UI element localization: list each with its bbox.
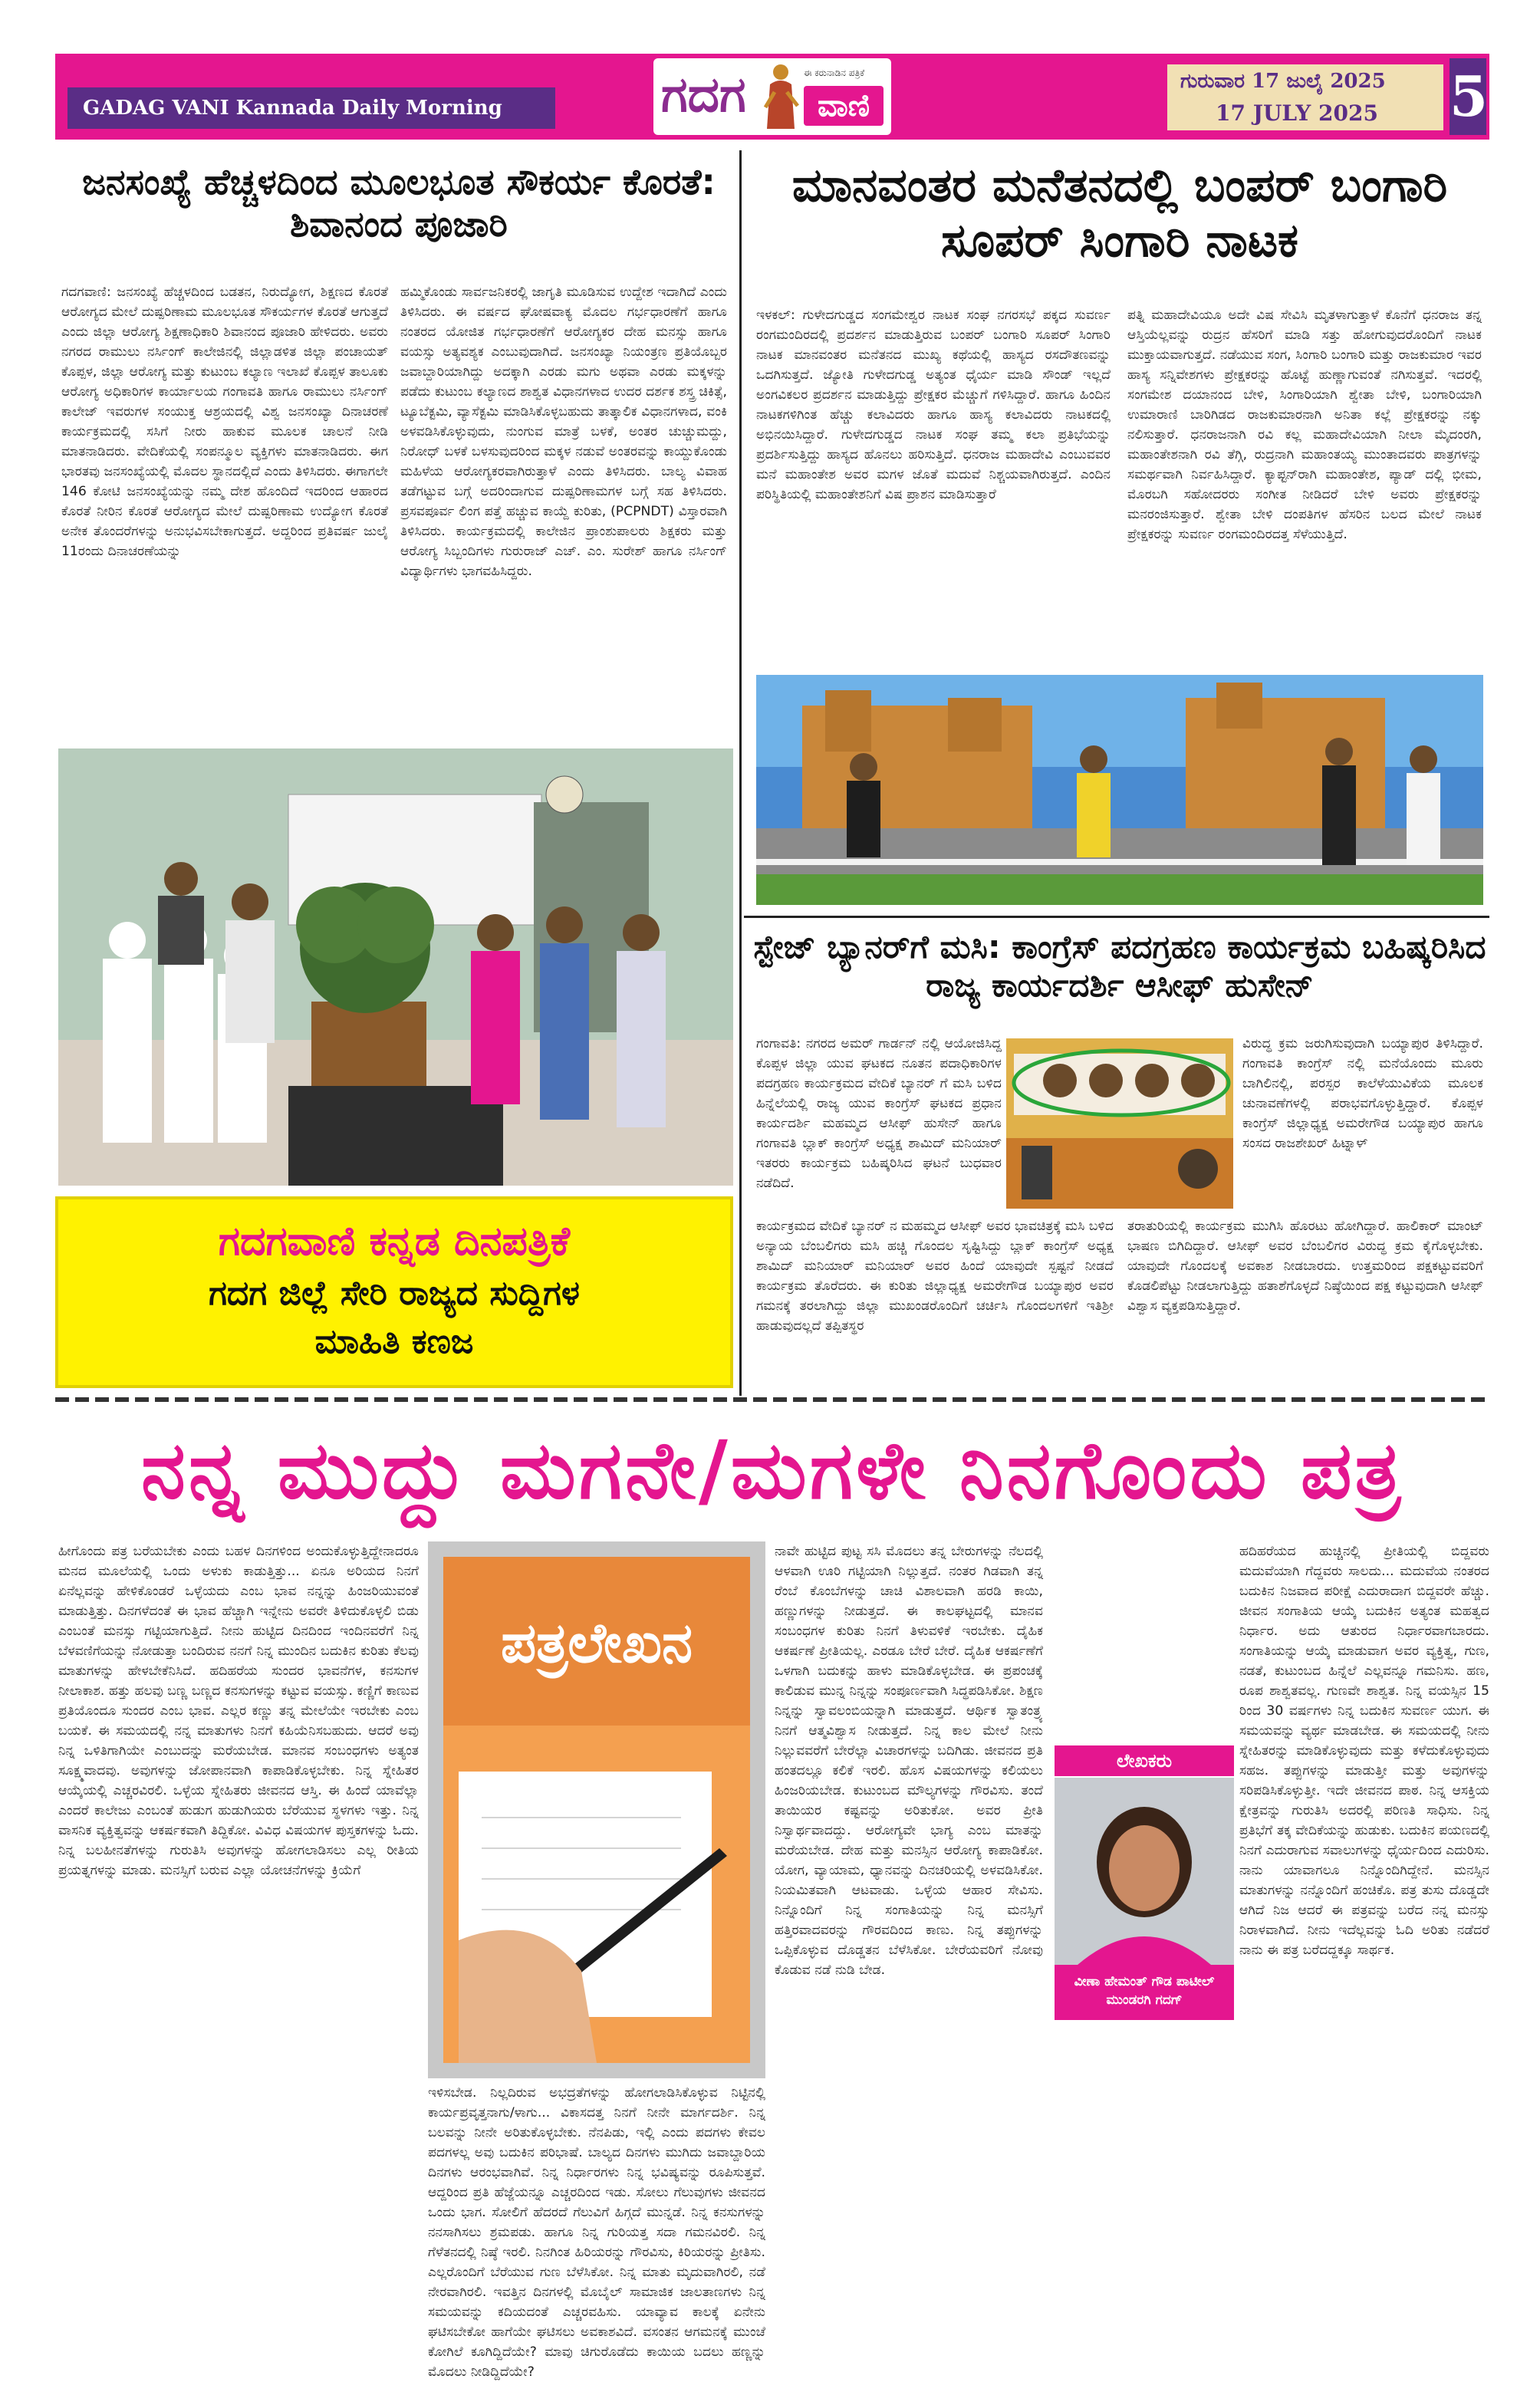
story1-photo [58, 748, 733, 1186]
promo-line2: ಗದಗ ಜಿಲ್ಲೆ ಸೇರಿ ರಾಜ್ಯದ ಸುದ್ದಿಗಳ [209, 1274, 580, 1313]
story3-column4: ತರಾತುರಿಯಲ್ಲಿ ಕಾರ್ಯಕ್ರಮ ಮುಗಿಸಿ ಹೊರಟು ಹೋಗಿದ್ದಾರೆ. ಹಾಲಿಕಾರ್ ಮಾಂಟ್ ಭಾಷಣ ಬಿಗಿದಿದ್ದಾರೆ. ಆಸೀಫ್ ಅವರ ಬೆಂಬಲಿಗರ ವಿರುದ್ಧ ಕ್ರಮ ಕೈಗೊಳ್ಳಬೇಕು. ಯಾವುದೇ ಗೊಂದಲಕ್ಕೆ ಅವಕಾಶ ನೀಡಬಾರದು. ಉತ್ತಮರಿಂದ ಪಕ್ಷಕಟ್ಟುವವರಿಗೆ ಕೊಡಲಿಪೆಟ್ಟು ನೀಡಲಾಗುತ್ತಿದ್ದು ಹತಾಶೆಗೊಳ್ಳದೆ ನಿಷ್ಠೆಯಿಂದ ಪಕ್ಷ ಕಟ್ಟುವುದಾಗಿ ಆಸೀಫ್ ವಿಶ್ವಾಸ ವ್ಯಕ್ತಪಡಿಸುತ್ತಿದ್ದಾರೆ. [1127, 1219, 1483, 1314]
book-title: ಪತ್ರಲೇಖನ [500, 1610, 693, 1675]
logo-figure-icon [759, 61, 802, 132]
author-name: ವೀಣಾ ಹೇಮಂತ್ ಗೌಡ ಪಾಟೀಲ್ ಮುಂಡರಗಿ ಗದಗ್ [1055, 1965, 1234, 2020]
story2-column2: ಪತ್ನಿ ಮಹಾದೇವಿಯೂ ಅದೇ ವಿಷ ಸೇವಿಸಿ ಮೃತಳಾಗುತ್ತಾಳೆ ಕೊನೆಗೆ ಧನರಾಜ ತನ್ನ ಆಸ್ತಿಯೆಲ್ಲವನ್ನು ರುದ್ರನ ಹೆಸರಿಗೆ ಮಾಡಿ ಸತ್ತು ಹೋಗುವುದರೊಂದಿಗೆ ನಾಟಕ ಮುಕ್ತಾಯವಾಗುತ್ತದೆ. ನಡೆಯುವ ಸಂಗ, ಸಿಂಗಾರಿ ಬಂಗಾರಿ ಮತ್ತು ರಾಜಕುಮಾರ ಇವರ ಹಾಸ್ಯ ಸನ್ನಿವೇಶಗಳು ಪ್ರೇಕ್ಷಕರನ್ನು ಹೊಟ್ಟೆ ಹುಣ್ಣಾಗುವಂತೆ ನಗಿಸುತ್ತವೆ. ಇದರಲ್ಲಿ ಸಂಗಮೇಶ ದಯಾನಂದ ಬೇಳಿ, ಸಿಂಗಾರಿಯಾಗಿ ಶ್ವೇತಾ ಬೇಳಿ, ಬಂಗಾರಿಯಾಗಿ ಉಮಾರಾಣಿ ಬಾರಿಗಿಡದ ರಾಜಕುಮಾರನಾಗಿ ಅನಿತಾ ಕಲ್ಲೆ ಪ್ರೇಕ್ಷಕರನ್ನು ನಕ್ಕು ನಲಿಸುತ್ತಾರೆ. ಧನರಾಜನಾಗಿ ರವಿ ಕಲ್ಲ ಮಹಾದೇವಿಯಾಗಿ ನೀಲಾ ಮೈದಂರಗಿ, ಮಹಾಂತೇಶನಾಗಿ ರವಿ ತೆಗ್ಗಿ, ರುದ್ರನಾಗಿ ಮಹಾಂತಯ್ಯ ಮುಂತಾದವರು ಪಾತ್ರಗಳನ್ನು ಸಮರ್ಥವಾಗಿ ನಿರ್ವಹಿಸಿದ್ದಾರೆ. ಕ್ಯಾಪ್ಟನ್‌ರಾಗಿ ಮಹಾಂತೇಶ, ಪ್ಯಾಡ್ ದಲ್ಲಿ ಭೀಮ, ಮೊರಬಗಿ ಸಹೋದರರು ಸಂಗೀತ ನೀಡಿದರೆ ಬೇಳಿ ಅವರು ಪ್ರೇಕ್ಷಕರನ್ನು ಮನರಂಜಿಸುತ್ತಾರೆ. ಶ್ವೇತಾ ಬೇಳಿ ದಂಪತಿಗಳ ಹೆಸರಿನ ಬಲದ ಮೇಲೆ ನಾಟಕ ಪ್ರೇಕ್ಷಕರನ್ನು ಸುವರ್ಣ ರಂಗಮಂದಿರದತ್ತ ಸೆಳೆಯುತ್ತಿದೆ. [1127, 308, 1482, 542]
story2-headline: ಮಾನವಂತರ ಮನೆತನದಲ್ಲಿ ಬಂಪರ್ ಬಂಗಾರಿ ಸೂಪರ್ ಸಿಂಗಾರಿ ನಾಟಕ [791, 159, 1448, 268]
feature-column1: ಹೀಗೊಂದು ಪತ್ರ ಬರೆಯಬೇಕು ಎಂದು ಬಹಳ ದಿನಗಳಿಂದ ಅಂದುಕೊಳ್ಳುತ್ತಿದ್ದೇನಾದರೂ ಮನದ ಮೂಲೆಯಲ್ಲಿ ಒಂದು ಅಳುಕು ಕಾಡುತ್ತಿತ್ತು... ಏನೂ ಅರಿಯದ ನಿನಗೆ ಏನೆಲ್ಲವನ್ನು ಹೇಳಿಕೊಂಡರೆ ಒಳ್ಳೆಯದು ಎಂಬ ಭಾವ ನನ್ನನ್ನು ಹಿಂಜರಿಯುವಂತೆ ಮಾಡುತ್ತಿತ್ತು. ದಿನಗಳೆದಂತೆ ಈ ಭಾವ ಹೆಚ್ಚಾಗಿ ಇನ್ನೇನು ಅವರೇ ತಿಳಿದುಕೊಳ್ಳಲಿ ಬಿಡು ಎಂಬಂತೆ ಮನಸ್ಸು ಗಟ್ಟಿಯಾಗುತ್ತಿದೆ. ನೀನು ಹುಟ್ಟಿದ ದಿನದಿಂದ ಇಂದಿನವರೆಗೆ ನಿನ್ನ ಬೆಳವಣಿಗೆಯನ್ನು ನೋಡುತ್ತಾ ಬಂದಿರುವ ನನಗೆ ನಿನ್ನ ಮುಂದಿನ ಬದುಕಿನ ಕುರಿತು ಕೆಲವು ಮಾತುಗಳನ್ನು ಹೇಳಬೇಕೆನಿಸಿದೆ. ಹದಿಹರೆಯ ಸುಂದರ ಭಾವನೆಗಳ, ಕನಸುಗಳ ನೀಲಾಕಾಶ. ಹತ್ತು ಹಲವು ಬಣ್ಣ ಬಣ್ಣದ ಕನಸುಗಳನ್ನು ಕಟ್ಟುವ ವಯಸ್ಸು. ಕಣ್ಣಿಗೆ ಕಾಣುವ ಪ್ರತಿಯೊಂದೂ ಸುಂದರ ಎಂಬ ಭಾವ. ಎಲ್ಲರ ಕಣ್ಣು ತನ್ನ ಮೇಲೆಯೇ ಇರಬೇಕು ಎಂಬ ಬಯಕೆ. ಈ ಸಮಯದಲ್ಲಿ ನನ್ನ ಮಾತುಗಳು ನಿನಗೆ ಕಹಿಯೆನಿಸಬಹುದು. ಆದರೆ ಅವು ನಿನ್ನ ಒಳಿತಿಗಾಗಿಯೇ ಎಂಬುದನ್ನು ಮರೆಯಬೇಡ. ಮಾನವ ಸಂಬಂಧಗಳು ಅತ್ಯಂತ ಸೂಕ್ಷ್ಮವಾದವು. ಅವುಗಳನ್ನು ಜೋಪಾನವಾಗಿ ಕಾಪಾಡಿಕೊಳ್ಳಬೇಕು. ನಿನ್ನ ಸ್ನೇಹಿತರ ಆಯ್ಕೆಯಲ್ಲಿ ಎಚ್ಚರವಿರಲಿ. ಒಳ್ಳೆಯ ಸ್ನೇಹಿತರು ಜೀವನದ ಆಸ್ತಿ. ಈ ಹಿಂದೆ ಯಾವೆಲ್ಲಾ ಎಂದರೆ ಕಾಲೇಜು ಎಂಬಂತೆ ಹುಡುಗ ಹುಡುಗಿಯರು ಬೆರೆಯುವ ಸ್ಥಳಗಳು ಇತ್ತು. ನಿನ್ನ ವಾಸನಿಕ ವ್ಯಕ್ತಿತ್ವವನ್ನು ಆಕರ್ಷಕವಾಗಿ ತಿದ್ದಿಕೋ. ವಿವಿಧ ವಿಷಯಗಳ ಪುಸ್ತಕಗಳನ್ನು ಓದು. ನಿನ್ನ ಬಲಹೀನತೆಗಳನ್ನು ಗುರುತಿಸಿ ಅವುಗಳನ್ನು ಹೋಗಲಾಡಿಸಲು ಎಲ್ಲ ರೀತಿಯ ಪ್ರಯತ್ನಗಳನ್ನು ಮಾಡು. ಮನಸ್ಸಿಗೆ ಬರುವ ಎಲ್ಲಾ ಯೋಚನೆಗಳನ್ನು ಕ್ರಿಯೆಗೆ [58, 1544, 419, 1878]
author-photo [1055, 1778, 1234, 1965]
page-number: 5 [1450, 58, 1486, 135]
masthead [55, 54, 1489, 140]
story1-column2: ಹಮ್ಮಿಕೊಂಡು ಸಾರ್ವಜನಿಕರಲ್ಲಿ ಜಾಗೃತಿ ಮೂಡಿಸುವ ಉದ್ದೇಶ ಇದಾಗಿದೆ ಎಂದು ತಿಳಿಸಿದರು. ಈ ವರ್ಷದ ಘೋಷವಾಕ್ಯ ಮೊದಲ ಗರ್ಭಧಾರಣೆಗೆ ಹಾಗೂ ನಂತರದ ಯೋಜಿತ ಗರ್ಭಧಾರಣೆಗೆ ಆರೋಗ್ಯಕರ ದೇಹ ಮನಸ್ಸು ಹಾಗೂ ವಯಸ್ಸು ಅತ್ಯವಶ್ಯಕ ಎಂಬುವುದಾಗಿದೆ. ಜನಸಂಖ್ಯಾ ನಿಯಂತ್ರಣ ಪ್ರತಿಯೊಬ್ಬರ ಜವಾಬ್ದಾರಿಯಾಗಿದ್ದು ಅದಕ್ಕಾಗಿ ಎರಡು ಮಗು ಅಥವಾ ಎರಡು ಮಕ್ಕಳನ್ನು ಪಡೆದು ಕುಟುಂಬ ಕಲ್ಯಾಣದ ಶಾಶ್ವತ ವಿಧಾನಗಳಾದ ಉದರ ದರ್ಶಕ ಶಸ್ತ್ರ ಚಿಕಿತ್ಸೆ, ಟ್ಯೂಬೆಕ್ಟಮಿ, ವ್ಯಾಸೆಕ್ಟಮಿ ಮಾಡಿಸಿಕೊಳ್ಳಬಹುದು ತಾತ್ಕಾಲಿಕ ವಿಧಾನಗಳಾದ, ವಂಕಿ ಅಳವಡಿಸಿಕೊಳ್ಳುವುದು, ನುಂಗುವ ಮಾತ್ರೆ ಬಳಕೆ, ಅಂತರ ಚುಚ್ಚುಮದ್ದು, ನಿರೋಧ್ ಬಳಕೆ ಬಳಸುವುದರಿಂದ ಮಕ್ಕಳ ನಡುವೆ ಅಂತರವನ್ನು ಕಾಯ್ದುಕೊಂಡು ಮಹಿಳೆಯ ಆರೋಗ್ಯಕರವಾಗಿರುತ್ತಾಳೆ ಎಂದು ತಿಳಿಸಿದರು. ಬಾಲ್ಯ ವಿವಾಹ ತಡೆಗಟ್ಟುವ ಬಗ್ಗೆ ಅದರಿಂದಾಗುವ ದುಷ್ಪರಿಣಾಮಗಳ ಬಗ್ಗೆ ಸಹ ತಿಳಿಸಿದರು. ಪ್ರಸವಪೂರ್ವ ಲಿಂಗ ಪತ್ತೆ ಹಚ್ಚುವ ಕಾಯ್ದೆ ಕುರಿತು, (PCPNDT) ವಿಸ್ತಾರವಾಗಿ ತಿಳಿಸಿದರು. ಕಾರ್ಯಕ್ರಮದಲ್ಲಿ ಕಾಲೇಜಿನ ಪ್ರಾಂಶುಪಾಲರು ಶಿಕ್ಷಕರು ಮತ್ತು ಆರೋಗ್ಯ ಸಿಬ್ಬಂದಿಗಳು ಗುರುರಾಜ್ ಎಚ್. ಎಂ. ಸುರೇಶ್ ಹಾಗೂ ನರ್ಸಿಂಗ್ ವಿದ್ಯಾರ್ಥಿಗಳು ಭಾಗವಹಿಸಿದ್ದರು. [400, 285, 727, 579]
logo-part2: ವಾಣಿ [804, 86, 884, 126]
date-english: 17 JULY 2025 [1216, 100, 1378, 126]
masthead-title: GADAG VANI Kannada Daily Morning [67, 87, 555, 129]
issue-date [1167, 64, 1443, 130]
date-kannada: ಗುರುವಾರ 17 ಜುಲೈ 2025 [1180, 70, 1386, 93]
feature-column2: ಇಳಿಸಬೇಡ. ನಿಲ್ಲದಿರುವ ಅಭದ್ರತೆಗಳನ್ನು ಹೋಗಲಾಡಿಸಿಕೊಳ್ಳುವ ನಿಟ್ಟಿನಲ್ಲಿ ಕಾರ್ಯಪ್ರವೃತ್ತನಾಗು/ಳಾಗು... ವಿಕಾಸದತ್ತ ನಿನಗೆ ನೀನೇ ಮಾರ್ಗದರ್ಶಿ. ನಿನ್ನ ಬಲವನ್ನು ನೀನೇ ಅರಿತುಕೊಳ್ಳಬೇಕು. ನೆನಪಿಡು, ಇಲ್ಲಿ ಎಂದು ಪದಗಳು ಕೇವಲ ಪದಗಳಲ್ಲ ಅವು ಬದುಕಿನ ಪರಿಭಾಷೆ. ಬಾಲ್ಯದ ದಿನಗಳು ಮುಗಿದು ಜವಾಬ್ದಾರಿಯ ದಿನಗಳು ಆರಂಭವಾಗಿವೆ. ನಿನ್ನ ನಿರ್ಧಾರಗಳು ನಿನ್ನ ಭವಿಷ್ಯವನ್ನು ರೂಪಿಸುತ್ತವೆ. ಆದ್ದರಿಂದ ಪ್ರತಿ ಹೆಜ್ಜೆಯನ್ನೂ ಎಚ್ಚರದಿಂದ ಇಡು. ಸೋಲು ಗೆಲುವುಗಳು ಜೀವನದ ಒಂದು ಭಾಗ. ಸೋಲಿಗೆ ಹೆದರದೆ ಗೆಲುವಿಗೆ ಹಿಗ್ಗದೆ ಮುನ್ನಡೆ. ನಿನ್ನ ಕನಸುಗಳನ್ನು ನನಸಾಗಿಸಲು ಶ್ರಮಪಡು. ಹಾಗೂ ನಿನ್ನ ಗುರಿಯತ್ತ ಸದಾ ಗಮನವಿರಲಿ. ನಿನ್ನ ಗೆಳೆತನದಲ್ಲಿ ನಿಷ್ಠೆ ಇರಲಿ. ನಿನಗಿಂತ ಹಿರಿಯರನ್ನು ಗೌರವಿಸು, ಕಿರಿಯರನ್ನು ಪ್ರೀತಿಸು. ಎಲ್ಲರೊಂದಿಗೆ ಬೆರೆಯುವ ಗುಣ ಬೆಳೆಸಿಕೋ. ನಿನ್ನ ಮಾತು ಮೃದುವಾಗಿರಲಿ, ನಡೆ ನೇರವಾಗಿರಲಿ. ಇವತ್ತಿನ ದಿನಗಳಲ್ಲಿ ಮೊಬೈಲ್ ಸಾಮಾಜಿಕ ಜಾಲತಾಣಗಳು ನಿನ್ನ ಸಮಯವನ್ನು ಕದಿಯದಂತೆ ಎಚ್ಚರವಹಿಸು. ಯಾವ್ಯಾವ ಕಾಲಕ್ಕೆ ಏನೇನು ಘಟಿಸಬೇಕೋ ಹಾಗೆಯೇ ಘಟಿಸಲು ಅವಕಾಶವಿದೆ. ವಸಂತನ ಆಗಮನಕ್ಕೆ ಮುಂಚೆ ಕೋಗಿಲೆ ಕೂಗಿದ್ದಿದೆಯೇ? ಮಾವು ಚಿಗುರೊಡೆದು ಕಾಯಿಯ ಬದಲು ಹಣ್ಣನ್ನು ಮೊದಲು ನೀಡಿದ್ದಿದೆಯೇ? [428, 2085, 765, 2380]
story2-photo [756, 675, 1483, 905]
promo-line1: ಗದಗವಾಣಿ ಕನ್ನಡ ದಿನಪತ್ರಿಕೆ [218, 1219, 571, 1265]
promo-box [55, 1196, 733, 1388]
feature-column3: ನಾವೇ ಹುಟ್ಟಿದ ಪುಟ್ಟ ಸಸಿ ಮೊದಲು ತನ್ನ ಬೇರುಗಳನ್ನು ನೆಲದಲ್ಲಿ ಆಳವಾಗಿ ಊರಿ ಗಟ್ಟಿಯಾಗಿ ನಿಲ್ಲುತ್ತದೆ. ನಂತರ ಗಿಡವಾಗಿ ತನ್ನ ರೆಂಬೆ ಕೊಂಬೆಗಳನ್ನು ಚಾಚಿ ವಿಶಾಲವಾಗಿ ಹರಡಿ ಕಾಯಿ, ಹಣ್ಣುಗಳನ್ನು ನೀಡುತ್ತದೆ. ಈ ಕಾಲಘಟ್ಟದಲ್ಲಿ ಮಾನವ ಸಂಬಂಧಗಳ ಕುರಿತು ನಿನಗೆ ತಿಳುವಳಿಕೆ ಇರಬೇಕು. ದೈಹಿಕ ಆಕರ್ಷಣೆ ಪ್ರೀತಿಯಲ್ಲ. ಎರಡೂ ಬೇರೆ ಬೇರೆ. ದೈಹಿಕ ಆಕರ್ಷಣೆಗೆ ಒಳಗಾಗಿ ಬದುಕನ್ನು ಹಾಳು ಮಾಡಿಕೊಳ್ಳಬೇಡ. ಈ ಪ್ರಪಂಚಕ್ಕೆ ಕಾಲಿಡುವ ಮುನ್ನ ನಿನ್ನನ್ನು ಸಂಪೂರ್ಣವಾಗಿ ಸಿದ್ಧಪಡಿಸಿಕೋ. ಶಿಕ್ಷಣ ನಿನ್ನನ್ನು ಸ್ವಾವಲಂಬಿಯನ್ನಾಗಿ ಮಾಡುತ್ತದೆ. ಆರ್ಥಿಕ ಸ್ವಾತಂತ್ರ್ಯ ನಿನಗೆ ಆತ್ಮವಿಶ್ವಾಸ ನೀಡುತ್ತದೆ. ನಿನ್ನ ಕಾಲ ಮೇಲೆ ನೀನು ನಿಲ್ಲುವವರೆಗೆ ಬೇರೆಲ್ಲಾ ವಿಚಾರಗಳನ್ನು ಬದಿಗಿಡು. ಜೀವನದ ಪ್ರತಿ ಹಂತದಲ್ಲೂ ಕಲಿಕೆ ಇರಲಿ. ಹೊಸ ವಿಷಯಗಳನ್ನು ಕಲಿಯಲು ಹಿಂಜರಿಯಬೇಡ. ಕುಟುಂಬದ ಮೌಲ್ಯಗಳನ್ನು ಗೌರವಿಸು. ತಂದೆ ತಾಯಿಯರ ಕಷ್ಟವನ್ನು ಅರಿತುಕೋ. ಅವರ ಪ್ರೀತಿ ನಿಸ್ವಾರ್ಥವಾದದ್ದು. ಆರೋಗ್ಯವೇ ಭಾಗ್ಯ ಎಂಬ ಮಾತನ್ನು ಮರೆಯಬೇಡ. ದೇಹ ಮತ್ತು ಮನಸ್ಸಿನ ಆರೋಗ್ಯ ಕಾಪಾಡಿಕೋ. ಯೋಗ, ವ್ಯಾಯಾಮ, ಧ್ಯಾನವನ್ನು ದಿನಚರಿಯಲ್ಲಿ ಅಳವಡಿಸಿಕೋ. ನಿಯಮಿತವಾಗಿ ಆಟವಾಡು. ಒಳ್ಳೆಯ ಆಹಾರ ಸೇವಿಸು. ನಿನ್ನೊಂದಿಗೆ ನಿನ್ನ ಸಂಗಾತಿಯನ್ನು ನಿನ್ನ ಮನಸ್ಸಿಗೆ ಹತ್ತಿರವಾದವರನ್ನು ಗೌರವದಿಂದ ಕಾಣು. ನಿನ್ನ ತಪ್ಪುಗಳನ್ನು ಒಪ್ಪಿಕೊಳ್ಳುವ ದೊಡ್ಡತನ ಬೆಳೆಸಿಕೋ. ಬೇರೆಯವರಿಗೆ ನೋವು ಕೊಡುವ ನಡೆ ನುಡಿ ಬೇಡ. [775, 1544, 1043, 1978]
story1-headline: ಜನಸಂಖ್ಯೆ ಹೆಚ್ಚಳದಿಂದ ಮೂಲಭೂತ ಸೌಕರ್ಯ ಕೊರತೆ: ಶಿವಾನಂದ ಪೂಜಾರಿ [82, 161, 716, 245]
logo-tagline: ಈ ಕರುನಾಡಿನ ಪತ್ರಿಕೆ [804, 67, 865, 78]
section-divider [744, 916, 1489, 918]
story3-column3: ಕಾರ್ಯಕ್ರಮದ ವೇದಿಕೆ ಬ್ಯಾನರ್ ನ ಮಹಮ್ಮದ ಆಸೀಫ್ ಅವರ ಭಾವಚಿತ್ರಕ್ಕೆ ಮಸಿ ಬಳಿದ ಅನ್ಯಾಯ ಬೆಂಬಲಿಗರು ಮಸಿ ಹಚ್ಚಿ ಗೊಂದಲ ಸೃಷ್ಟಿಸಿದ್ದು ಬ್ಲಾಕ್ ಕಾಂಗ್ರೆಸ್ ಅಧ್ಯಕ್ಷ ಶಾಮಿದ್ ಮನಿಯಾರ್ ಮನಿಯಾರ್ ಅವರ ಹಿಂದೆ ಯಾವುದೇ ಸ್ಪಷ್ಟನೆ ನೀಡದೆ ಕಾರ್ಯಕ್ರಮ ತೊರೆದರು. ಈ ಕುರಿತು ಜಿಲ್ಲಾಧ್ಯಕ್ಷ ಅಮರೇಗೌಡ ಬಯ್ಯಾಪುರ ಅವರ ಗಮನಕ್ಕೆ ತರಲಾಗಿದ್ದು ಜಿಲ್ಲಾ ಮುಖಂಡರೊಂದಿಗೆ ಚರ್ಚಿಸಿ ಗೊಂದಲಗಳಿಗೆ ಇತಿಶ್ರೀ ಹಾಡುವುದಲ್ಲದೆ ತಪ್ಪಿತಸ್ಥರ [756, 1219, 1114, 1334]
author-label: ಲೇಖಕರು [1055, 1745, 1234, 1776]
story2-column1: ಇಳಕಲ್: ಗುಳೇದಗುಡ್ಡದ ಸಂಗಮೇಶ್ವರ ನಾಟಕ ಸಂಘ ನಗರಸಭೆ ಪಕ್ಕದ ಸುವರ್ಣ ರಂಗಮಂದಿರದಲ್ಲಿ ಪ್ರದರ್ಶನ ಮಾಡುತ್ತಿರುವ ಬಂಪರ್ ಬಂಗಾರಿ ಸೂಪರ್ ಸಿಂಗಾರಿ ನಾಟಕ ಮಾನವಂತರ ಮನೆತನದ ಮುಖ್ಯ ಕಥೆಯಲ್ಲಿ ಹಾಸ್ಯದ ರಸದೌತಣವನ್ನು ಒದಗಿಸುತ್ತದೆ. ಜ್ಯೋತಿ ಗುಳೇದಗುಡ್ಡ ಅತ್ಯಂತ ಧೈರ್ಯ ಮಾಡಿ ಸೌಂಡ್ ಇಲ್ಲದೆ ಅಂಗವಿಕಲರ ಪ್ರದರ್ಶನ ಮಾಡುತ್ತಿದ್ದು ಪ್ರೇಕ್ಷಕರ ಮೆಚ್ಚುಗೆ ಗಳಿಸಿದ್ದಾರೆ. ಹಾಗೂ ಹಿಂದಿನ ನಾಟಕಗಳಿಗಿಂತ ಹೆಚ್ಚು ಕಲಾವಿದರು ಹಾಗೂ ಹಾಸ್ಯ ಕಲಾವಿದರು ನಾಟಕದಲ್ಲಿ ಅಭಿನಯಿಸಿದ್ದಾರೆ. ಗುಳೇದಗುಡ್ಡದ ನಾಟಕ ಸಂಘ ತಮ್ಮ ಕಲಾ ಪ್ರತಿಭೆಯನ್ನು ಪ್ರದರ್ಶಿಸುತ್ತಿದ್ದು ಹಾಸ್ಯದ ಹೊನಲು ಹರಿಸುತ್ತಿದೆ. ಧನರಾಜ ಮಹಾದೇವಿ ಎಂಬುವವರ ಮನೆ ಮಹಾಂತೇಶ ಅವರ ಮಗಳ ಜೊತೆ ಮದುವೆ ನಿಶ್ಚಯವಾಗಿರುತ್ತದೆ. ಎಂದಿನ ಪರಿಸ್ಥಿತಿಯಲ್ಲಿ ಮಹಾಂತೇಶನಿಗೆ ವಿಷ ಪ್ರಾಶನ ಮಾಡಿಸುತ್ತಾರೆ [756, 308, 1111, 502]
newspaper-logo [653, 58, 891, 135]
story3-photo [1006, 1038, 1233, 1209]
logo-part1: ಗದಗ [661, 67, 746, 123]
story3-headline: ಸ್ಟೇಜ್ ಬ್ಯಾನರ್‌ಗೆ ಮಸಿ: ಕಾಂಗ್ರೆಸ್ ಪದಗ್ರಹಣ ಕಾರ್ಯಕ್ರಮ ಬಹಿಷ್ಕರಿಸಿದ ರಾಜ್ಯ ಕಾರ್ಯದರ್ಶಿ ಆಸೀಫ್ ಹುಸೇನ್ [753, 928, 1486, 1005]
story1-column1: ಗದಗವಾಣಿ: ಜನಸಂಖ್ಯೆ ಹೆಚ್ಚಳದಿಂದ ಬಡತನ, ನಿರುದ್ಯೋಗ, ಶಿಕ್ಷಣದ ಕೊರತೆ ಆರೋಗ್ಯದ ಮೇಲೆ ದುಷ್ಪರಿಣಾಮ ಮೂಲಭೂತ ಸೌಕರ್ಯಗಳ ಕೊರತೆ ಆಗುತ್ತದೆ ಎಂದು ಜಿಲ್ಲಾ ಆರೋಗ್ಯ ಶಿಕ್ಷಣಾಧಿಕಾರಿ ಶಿವಾನಂದ ಪೂಜಾರಿ ಹೇಳಿದರು. ಅವರು ನಗರದ ರಾಮುಲು ನರ್ಸಿಂಗ್ ಕಾಲೇಜಿನಲ್ಲಿ ಜಿಲ್ಲಾಡಳಿತ ಜಿಲ್ಲಾ ಪಂಚಾಯತ್ ಕೊಪ್ಪಳ, ಜಿಲ್ಲಾ ಆರೋಗ್ಯ ಮತ್ತು ಕುಟುಂಬ ಕಲ್ಯಾಣ ಇಲಾಖೆ ಕೊಪ್ಪಳ ತಾಲೂಕು ಆರೋಗ್ಯ ಅಧಿಕಾರಿಗಳ ಕಾರ್ಯಾಲಯ ಗಂಗಾವತಿ ಹಾಗೂ ರಾಮುಲು ನರ್ಸಿಂಗ್ ಕಾಲೇಜ್ ಇವರುಗಳ ಸಂಯುಕ್ತ ಆಶ್ರಯದಲ್ಲಿ ವಿಶ್ವ ಜನಸಂಖ್ಯಾ ದಿನಾಚರಣೆ ಕಾರ್ಯಕ್ರಮದಲ್ಲಿ ಸಸಿಗೆ ನೀರು ಹಾಕುವ ಮೂಲಕ ಚಾಲನೆ ನೀಡಿ ಮಾತನಾಡಿದರು. ವೇದಿಕೆಯಲ್ಲಿ ಸಂಪನ್ಮೂಲ ವ್ಯಕ್ತಿಗಳು ಮಾತನಾಡಿದರು. ಈಗ ಭಾರತವು ಜನಸಂಖ್ಯೆಯಲ್ಲಿ ಮೊದಲ ಸ್ಥಾನದಲ್ಲಿದೆ ಎಂದು ತಿಳಿಸಿದರು. ಈಗಾಗಲೇ 146 ಕೋಟಿ ಜನಸಂಖ್ಯೆಯನ್ನು ನಮ್ಮ ದೇಶ ಹೊಂದಿದೆ ಇದರಿಂದ ಆಹಾರದ ಕೊರತೆ ನೀರಿನ ಕೊರತೆ ಆರೋಗ್ಯದ ಮೇಲೆ ದುಷ್ಪರಿಣಾಮ ಉದ್ಯೋಗ ಕೊರತೆ ಅನೇಕ ತೊಂದರೆಗಳನ್ನು ಅನುಭವಿಸಬೇಕಾಗುತ್ತದೆ. ಅದ್ದರಿಂದ ಪ್ರತಿವರ್ಷ ಜುಲೈ 11ರಂದು ದಿನಾಚರಣೆಯನ್ನು [61, 285, 388, 559]
section-divider-dashed [55, 1397, 1489, 1402]
column-divider [739, 150, 742, 1396]
feature-column4: ಹದಿಹರೆಯದ ಹುಚ್ಚಿನಲ್ಲಿ ಪ್ರೀತಿಯಲ್ಲಿ ಬಿದ್ದವರು ಮದುವೆಯಾಗಿ ಗೆದ್ದವರು ಸಾಲದು... ಮದುವೆಯ ನಂತರದ ಬದುಕಿನ ನಿಜವಾದ ಪರೀಕ್ಷೆ ಎದುರಾದಾಗ ಬಿದ್ದವರೇ ಹೆಚ್ಚು. ಜೀವನ ಸಂಗಾತಿಯ ಆಯ್ಕೆ ಬದುಕಿನ ಅತ್ಯಂತ ಮಹತ್ವದ ನಿರ್ಧಾರ. ಅದು ಆತುರದ ನಿರ್ಧಾರವಾಗಬಾರದು. ಸಂಗಾತಿಯನ್ನು ಆಯ್ಕೆ ಮಾಡುವಾಗ ಅವರ ವ್ಯಕ್ತಿತ್ವ, ಗುಣ, ನಡತೆ, ಕುಟುಂಬದ ಹಿನ್ನೆಲೆ ಎಲ್ಲವನ್ನೂ ಗಮನಿಸು. ಹಣ, ರೂಪ ಶಾಶ್ವತವಲ್ಲ. ಗುಣವೇ ಶಾಶ್ವತ. ನಿನ್ನ ವಯಸ್ಸಿನ 15 ರಿಂದ 30 ವರ್ಷಗಳು ನಿನ್ನ ಬದುಕಿನ ಸುವರ್ಣ ಯುಗ. ಈ ಸಮಯವನ್ನು ವ್ಯರ್ಥ ಮಾಡಬೇಡ. ಈ ಸಮಯದಲ್ಲಿ ನೀನು ಸ್ನೇಹಿತರನ್ನು ಮಾಡಿಕೊಳ್ಳುವುದು ಮತ್ತು ಕಳೆದುಕೊಳ್ಳುವುದು ಸಹಜ. ತಪ್ಪುಗಳನ್ನು ಮಾಡುತ್ತೀ ಮತ್ತು ಅವುಗಳನ್ನು ಸರಿಪಡಿಸಿಕೊಳ್ಳುತ್ತೀ. ಇದೇ ಜೀವನದ ಪಾಠ. ನಿನ್ನ ಆಸಕ್ತಿಯ ಕ್ಷೇತ್ರವನ್ನು ಗುರುತಿಸಿ ಅದರಲ್ಲಿ ಪರಿಣತಿ ಸಾಧಿಸು. ನಿನ್ನ ಪ್ರತಿಭೆಗೆ ತಕ್ಕ ವೇದಿಕೆಯನ್ನು ಹುಡುಕು. ಬದುಕಿನ ಪಯಣದಲ್ಲಿ ನಿನಗೆ ಎದುರಾಗುವ ಸವಾಲುಗಳನ್ನು ಧೈರ್ಯದಿಂದ ಎದುರಿಸು. ನಾನು ಯಾವಾಗಲೂ ನಿನ್ನೊಂದಿಗಿದ್ದೇನೆ. ಮನಸ್ಸಿನ ಮಾತುಗಳನ್ನು ನನ್ನೊಂದಿಗೆ ಹಂಚಿಕೊ. ಪತ್ರ ತುಸು ದೊಡ್ಡದೇ ಆಗಿದೆ ನಿಜ ಆದರೆ ಈ ಪತ್ರವನ್ನು ಬರೆದ ನನ್ನ ಮನಸ್ಸು ನಿರಾಳವಾಗಿದೆ. ನೀನು ಇದೆಲ್ಲವನ್ನು ಓದಿ ಅರಿತು ನಡೆದರೆ ನಾನು ಈ ಪತ್ರ ಬರೆದದ್ದಕ್ಕೂ ಸಾರ್ಥಕ. [1239, 1544, 1489, 1958]
story3-column1: ಗಂಗಾವತಿ: ನಗರದ ಅಮರ್ ಗಾರ್ಡನ್ ನಲ್ಲಿ ಆಯೋಜಿಸಿದ್ದ ಕೊಪ್ಪಳ ಜಿಲ್ಲಾ ಯುವ ಘಟಕದ ನೂತನ ಪದಾಧಿಕಾರಿಗಳ ಪದಗ್ರಹಣ ಕಾರ್ಯಕ್ರಮದ ವೇದಿಕೆ ಬ್ಯಾನರ್ ಗೆ ಮಸಿ ಬಳಿದ ಹಿನ್ನೆಲೆಯಲ್ಲಿ ರಾಜ್ಯ ಯುವ ಕಾಂಗ್ರೆಸ್ ಘಟಕದ ಪ್ರಧಾನ ಕಾರ್ಯದರ್ಶಿ ಮಹಮ್ಮದ ಆಸೀಫ್ ಹುಸೇನ್ ಹಾಗೂ ಗಂಗಾವತಿ ಬ್ಲಾಕ್ ಕಾಂಗ್ರೆಸ್ ಅಧ್ಯಕ್ಷ ಶಾಮಿದ್ ಮನಿಯಾರ್ ಇತರರು ಕಾರ್ಯಕ್ರಮ ಬಹಿಷ್ಕರಿಸಿದ ಘಟನೆ ಬುಧವಾರ ನಡೆದಿದೆ. [756, 1036, 1002, 1191]
story3-column2: ವಿರುದ್ಧ ಕ್ರಮ ಜರುಗಿಸುವುದಾಗಿ ಬಯ್ಯಾಪುರ ತಿಳಿಸಿದ್ದಾರೆ. ಗಂಗಾವತಿ ಕಾಂಗ್ರೆಸ್ ನಲ್ಲಿ ಮನೆಯೊಂದು ಮೂರು ಬಾಗಿಲಿನಲ್ಲಿ, ಪರಸ್ಪರ ಕಾಲೆಳೆಯುವಿಕೆಯ ಮೂಲಕ ಚುನಾವಣೆಗಳಲ್ಲಿ ಪರಾಭವಗೊಳ್ಳುತ್ತಿದ್ದಾರೆ. ಕೊಪ್ಪಳ ಕಾಂಗ್ರೆಸ್ ಜಿಲ್ಲಾಧ್ಯಕ್ಷ ಅಮರೇಗೌಡ ಬಯ್ಯಾಪುರ ಹಾಗೂ ಸಂಸದ ರಾಜಶೇಖರ್ ಹಿಟ್ನಾಳ್ [1242, 1036, 1483, 1151]
feature-book-image [428, 1541, 765, 2078]
promo-line3: ಮಾಹಿತಿ ಕಣಜ [314, 1322, 474, 1361]
feature-headline: ನನ್ನ ಮುದ್ದು ಮಗನೇ/ಮಗಳೇ ನಿನಗೊಂದು ಪತ್ರ [141, 1423, 1403, 1517]
